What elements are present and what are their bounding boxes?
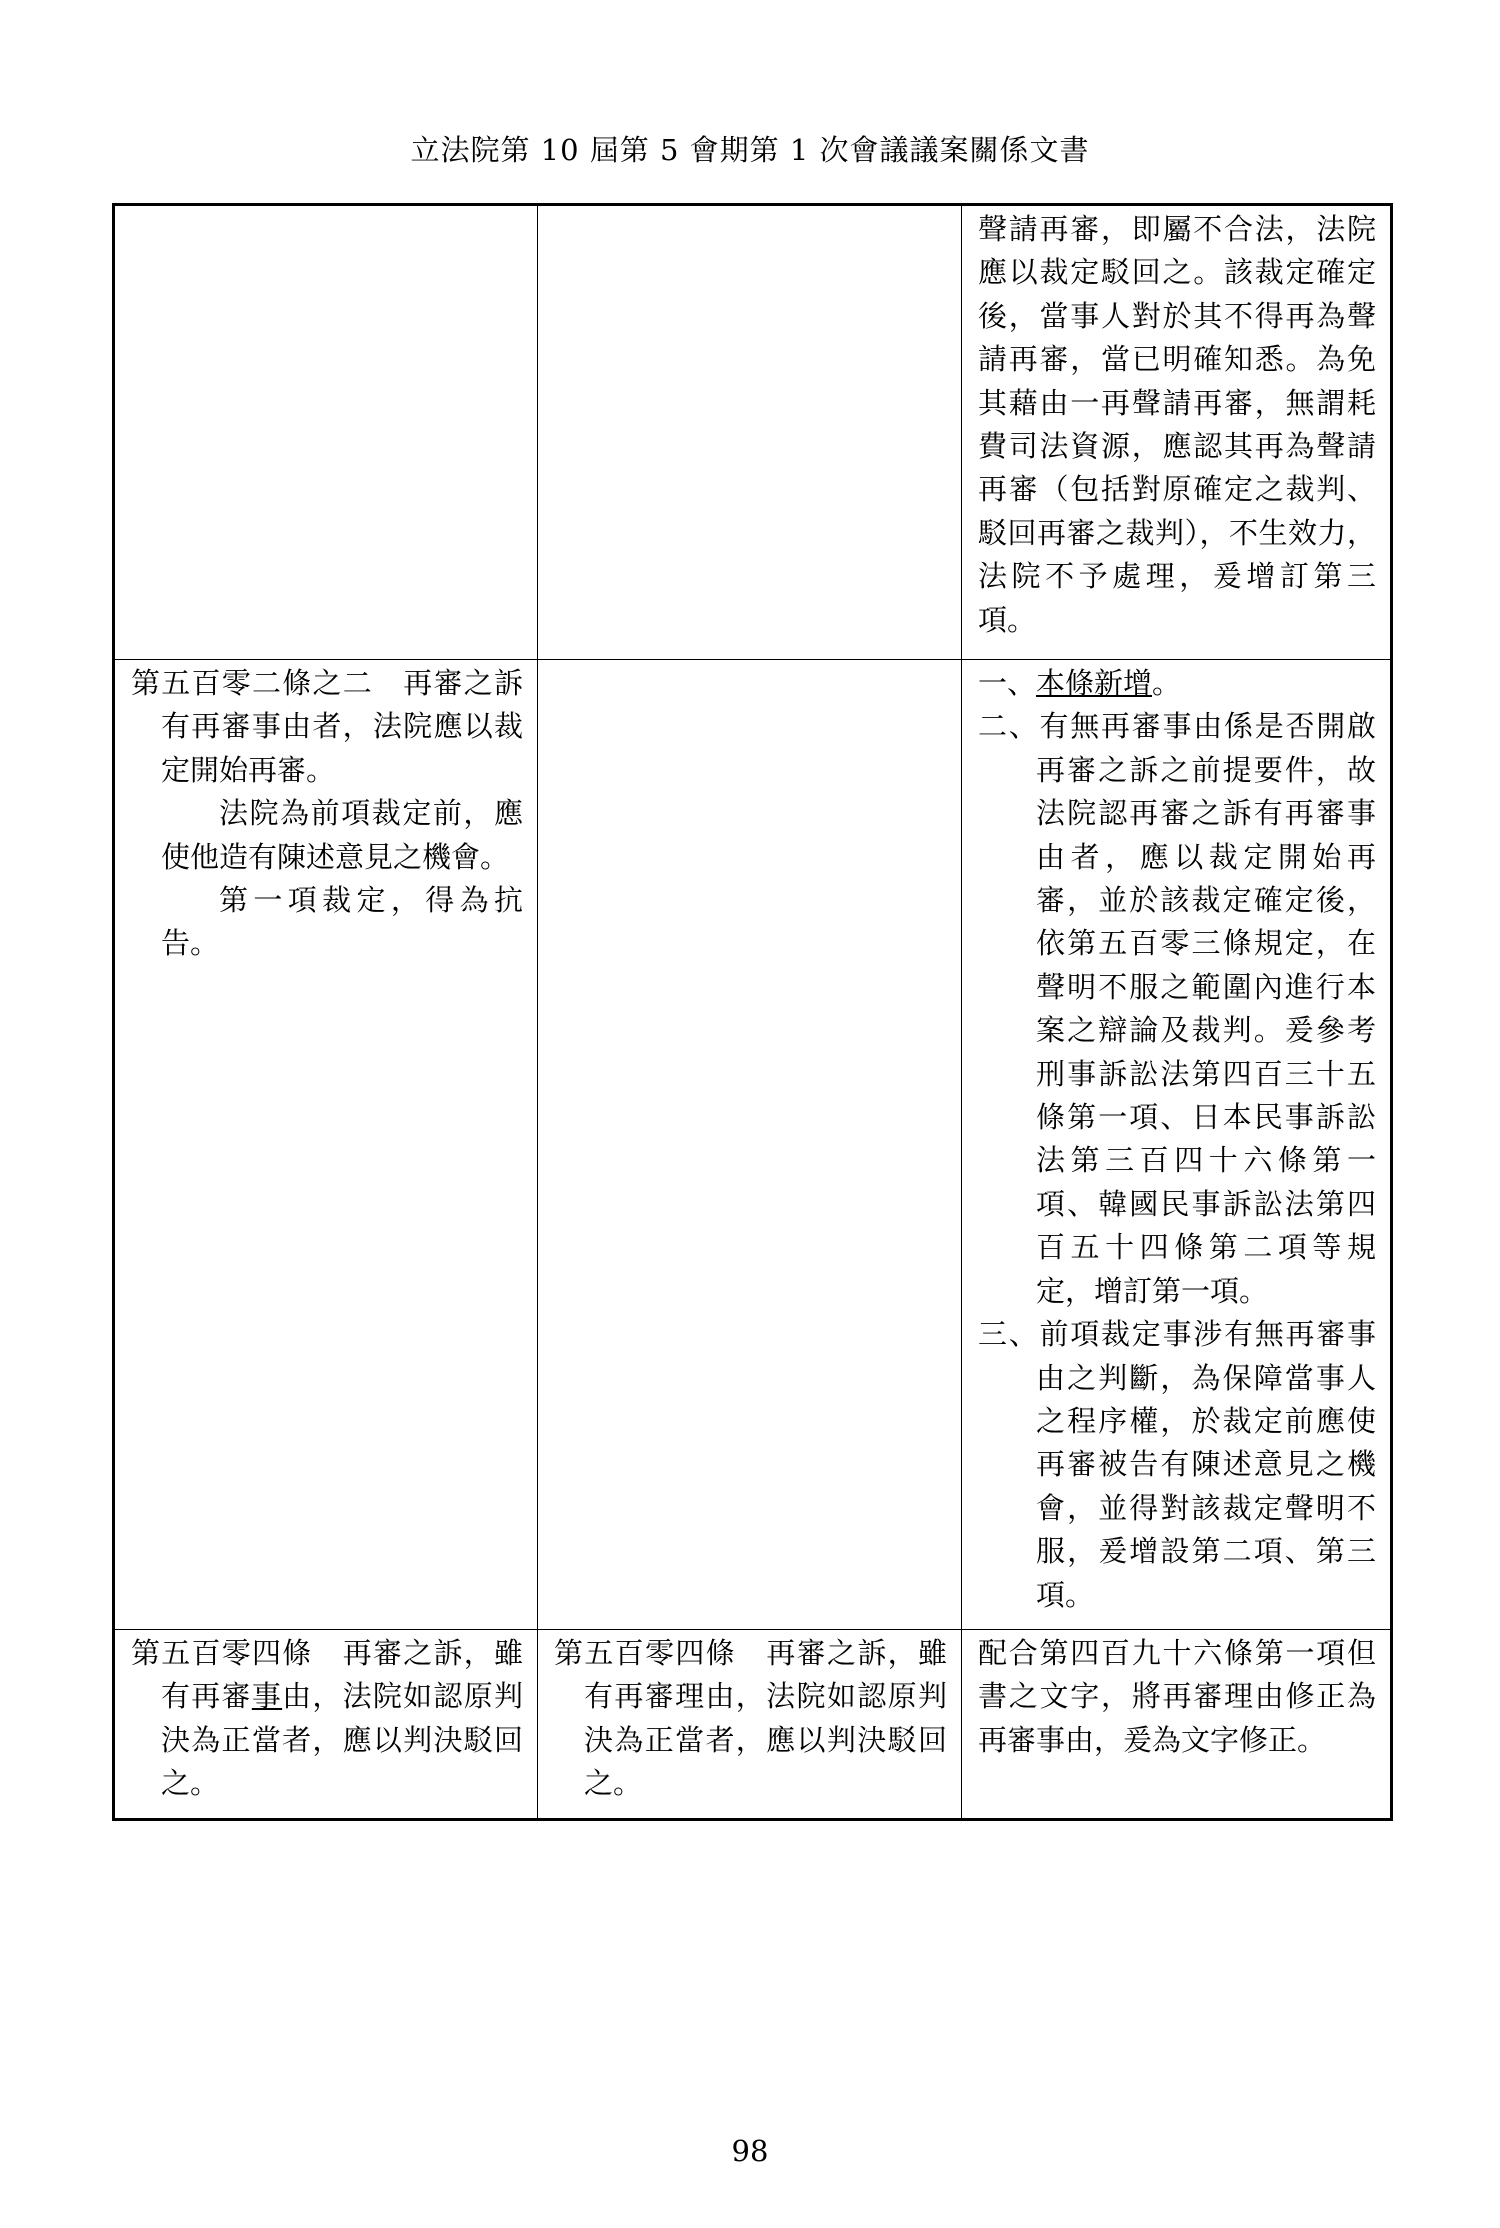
reason-text: 配合第四百九十六條第一項但書之文字，將再審理由修正為再審事由，爰為文字修正。 <box>978 1635 1376 1757</box>
reason-cell <box>962 1629 1392 1819</box>
amendment-comparison-table <box>112 203 1393 1821</box>
article-paragraph: 第五百零四條 再審之訴，雖有再審理由，法院如認原判決為正當者，應以判決駁回之。 <box>554 1635 947 1801</box>
table-row <box>114 1629 1392 1819</box>
reason-cell <box>962 205 1392 660</box>
article-paragraph: 第一項裁定，得為抗告。 <box>161 883 523 961</box>
table-row <box>114 205 1392 660</box>
reason-item: 三、前項裁定事涉有無再審事由之判斷，為保障當事人之程序權，於裁定前應使再審被告有陳述意見之機會，並得對該裁定聲明不服，爰增設第二項、第三項。 <box>978 1317 1376 1612</box>
current-text-cell <box>538 1629 962 1819</box>
amended-text-cell <box>114 1629 538 1819</box>
current-text-cell <box>538 205 962 660</box>
current-text-cell <box>538 660 962 1630</box>
article-paragraph: 第五百零二條之二 再審之訴有再審事由者，法院應以裁定開始再審。 <box>131 666 523 787</box>
reason-text: 聲請再審，即屬不合法，法院應以裁定駁回之。該裁定確定後，當事人對於其不得再為聲請再審，當已明確知悉。為免其藉由一再聲請再審，無謂耗費司法資源，應認其再為聲請再審（包括對原確定之裁判、駁回再審之裁判），不生效力，法院不予處理，爰增訂第三項。 <box>978 212 1376 637</box>
reason-item: 二、有無再審事由係是否開啟再審之訴之前提要件，故法院認再審之訴有再審事由者，應以裁定開始再審，並於該裁定確定後，依第五百零三條規定，在聲明不服之範圍內進行本案之辯論及裁判。爰參考刑事訴訟法第四百三十五條第一項、日本民事訴訟法第三百四十六條第一項、韓國民事訴訟法第四百五十四條第二項等規定，增訂第一項。 <box>978 709 1376 1308</box>
article-paragraph: 第五百零四條 再審之訴，雖有再審事由，法院如認原判決為正當者，應以判決駁回之。 <box>131 1635 523 1801</box>
amended-text-cell <box>114 660 538 1630</box>
article-paragraph: 法院為前項裁定前，應使他造有陳述意見之機會。 <box>161 796 523 874</box>
amended-text-cell <box>114 205 538 660</box>
page-header: 立法院第 10 屆第 5 會期第 1 次會議議案關係文書 <box>410 133 1090 167</box>
reason-cell <box>962 660 1392 1630</box>
table-row <box>114 660 1392 1630</box>
page-number: 98 <box>731 2134 769 2168</box>
reason-item: 一、本條新增。 <box>978 666 1182 700</box>
